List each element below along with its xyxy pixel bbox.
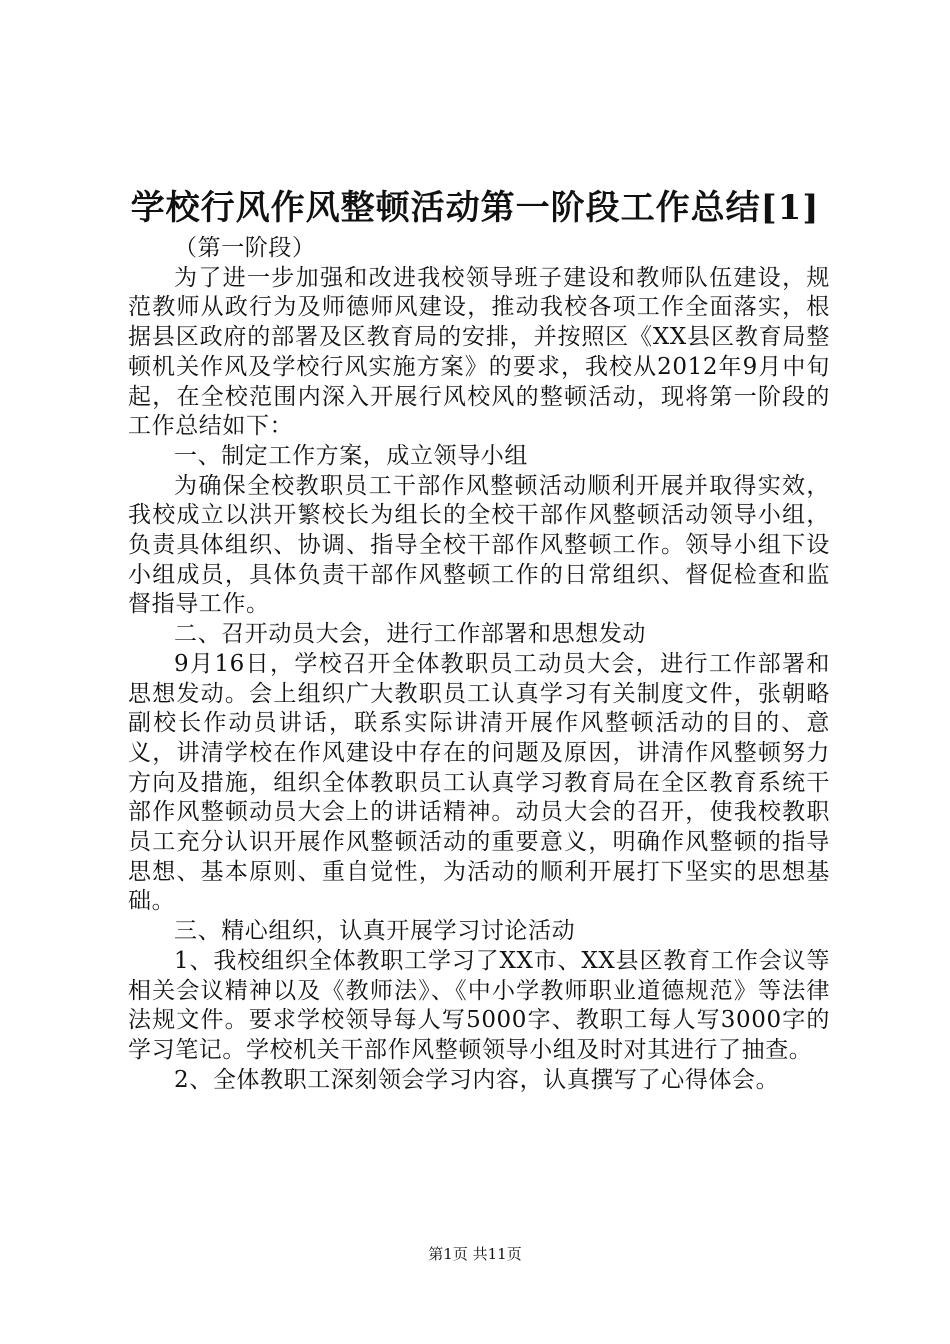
section-paragraph-2: 9月16日，学校召开全体教职员工动员大会，进行工作部署和思想发动。会上组织广大教职员工认真学习有关制度文件，张朝略副校长作动员讲话，联系实际讲清开展作风整顿活动的目的、意义，讲清学校在作风建设中存在的问题及原因，讲清作风整顿努力方向及措施，组织全体教职员工认真学习教育局在全区教育系统干部作风整顿动员大会上的讲话精神。动员大会的召开，使我校教职员工充分认识开展作风整顿活动的重要意义，明确作风整顿的指导思想、基本原则、重自觉性，为活动的顺利开展打下坚实的思想基础。 (128, 650, 830, 915)
section-heading-3: 三、精心组织，认真开展学习讨论活动 (174, 918, 576, 945)
section-heading-2: 二、召开动员大会，进行工作部署和思想发动 (174, 621, 646, 648)
section-paragraph-3-item-1: 1、我校组织全体教职工学习了XX市、XX县区教育工作会议等相关会议精神以及《教师法》、《中小学教师职业道德规范》等法律法规文件。要求学校领导每人写5000字、教职工每人写3000字的学习笔记。学校机关干部作风整顿领导小组及时对其进行了抽查。 (128, 947, 830, 1063)
section-subtitle: （第一阶段） (174, 235, 316, 261)
document-title: 学校行风作风整顿活动第一阶段工作总结[1] (130, 188, 820, 228)
intro-paragraph: 为了进一步加强和改进我校领导班子建设和教师队伍建设，规范教师从政行为及师德师风建设，推动我校各项工作全面落实，根据县区政府的部署及区教育局的安排，并按照区《XX县区教育局整顿机关作风及学校行风实施方案》的要求，我校从2012年9月中旬起，在全校范围内深入开展行风校风的整顿活动，现将第一阶段的工作总结如下： (128, 264, 830, 440)
section-paragraph-1: 为确保全校教职员工干部作风整顿活动顺利开展并取得实效，我校成立以洪开繁校长为组长的全校干部作风整顿活动领导小组，负责具体组织、协调、指导全校干部作风整顿工作。领导小组下设小组成员，具体负责干部作风整顿工作的日常组织、督促检查和监督指导工作。 (128, 472, 830, 618)
section-heading-1: 一、制定工作方案，成立领导小组 (174, 442, 528, 469)
document-body (128, 234, 830, 1095)
page-number-footer: 第1页 共11页 (428, 1245, 522, 1263)
section-paragraph-3-item-2: 2、全体教职工深刻领会学习内容，认真撰写了心得体会。 (174, 1066, 780, 1093)
